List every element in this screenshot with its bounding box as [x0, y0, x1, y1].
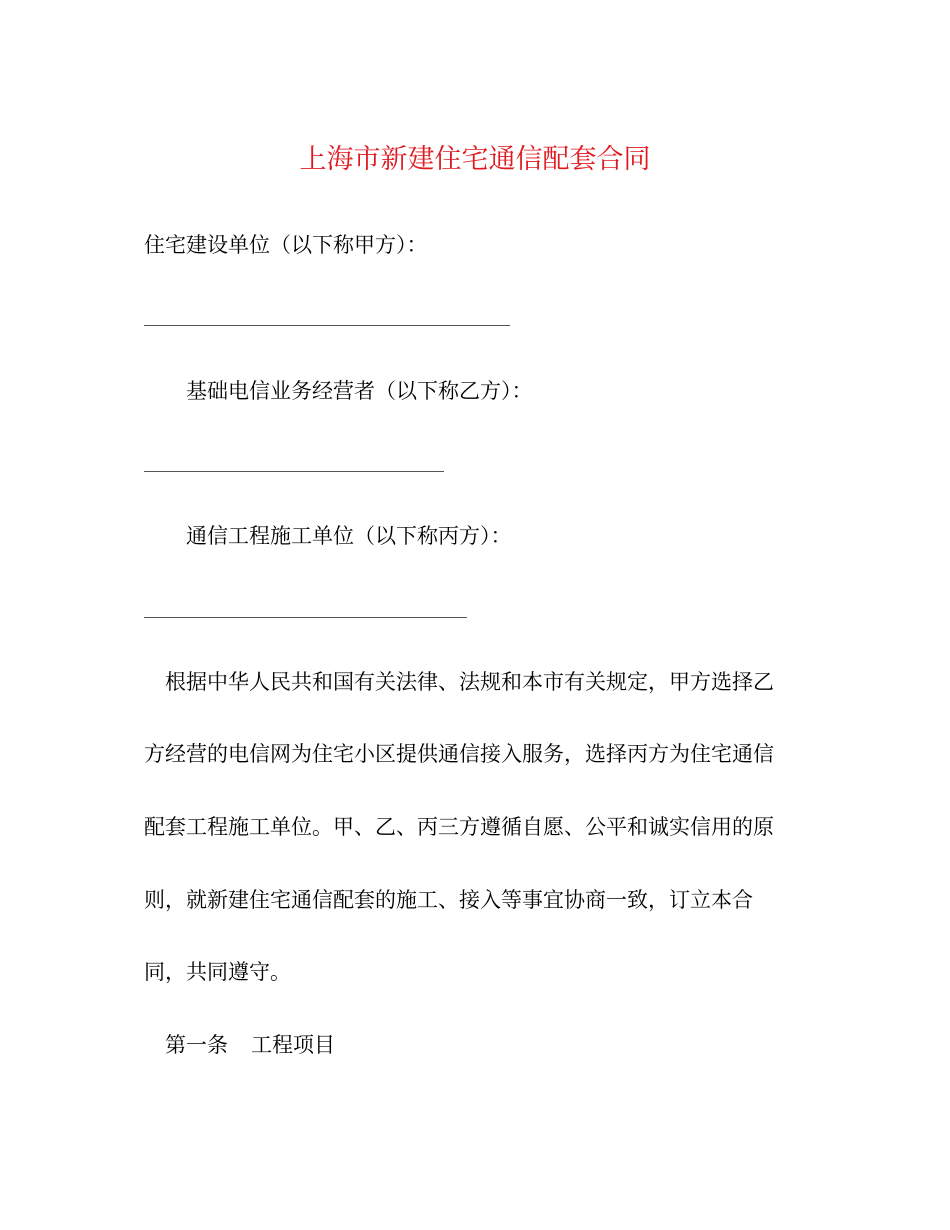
- party-c-blank-line: [144, 617, 467, 618]
- preamble-line-1: 根据中华人民共和国有关法律、法规和本市有关规定，甲方选择乙: [165, 670, 774, 694]
- party-b-blank-line: [144, 471, 444, 472]
- preamble-line-2: 方经营的电信网为住宅小区提供通信接入服务，选择丙方为住宅通信: [144, 742, 774, 766]
- party-a-label: 住宅建设单位（以下称甲方）：: [144, 233, 428, 257]
- party-b-label: 基础电信业务经营者（以下称乙方）：: [186, 379, 533, 403]
- party-a-blank-line: [144, 325, 510, 326]
- document-title: 上海市新建住宅通信配套合同: [299, 144, 651, 175]
- party-c-label: 通信工程施工单位（以下称丙方）：: [186, 524, 512, 548]
- article-1-heading: 工程项目: [251, 1033, 335, 1057]
- preamble-line-3: 配套工程施工单位。甲、乙、丙三方遵循自愿、公平和诚实信用的原: [144, 815, 774, 839]
- article-1-number: 第一条: [165, 1033, 228, 1057]
- preamble-line-4: 则，就新建住宅通信配套的施工、接入等事宜协商一致，订立本合: [144, 888, 753, 912]
- preamble-line-5: 同，共同遵守。: [144, 960, 291, 984]
